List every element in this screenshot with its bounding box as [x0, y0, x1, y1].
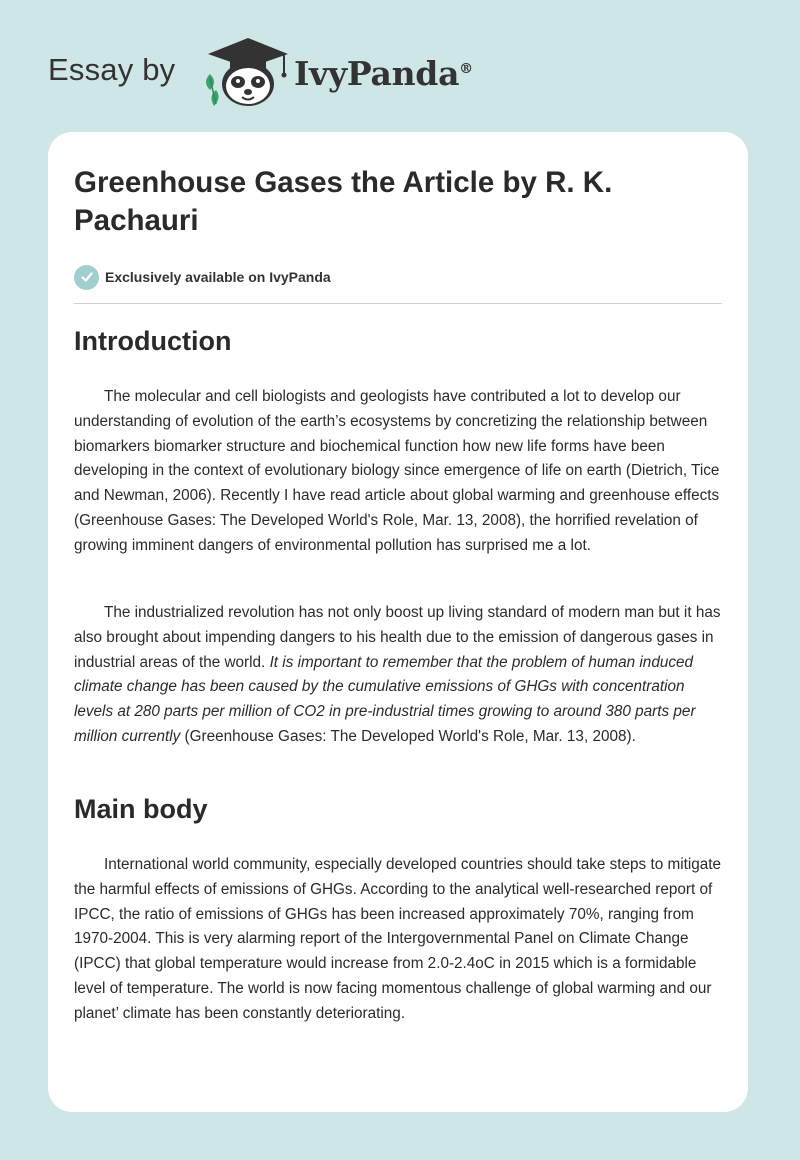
exclusive-badge	[74, 264, 331, 290]
brand-text: IvyPanda	[294, 54, 460, 93]
ivypanda-logo-link[interactable]	[200, 34, 296, 110]
section-heading-main-body: Main body	[74, 794, 208, 824]
brand-name	[294, 54, 473, 93]
intro-paragraph-1: The molecular and cell biologists and geologists have contributed a lot to develop our understanding of evolution of the earth’s ecosystems by concretizing the relationship between biomarkers biomarker structure and biochemical function how new life forms have been developing in the context of evolutionary biology since emergence of life on earth (Dietrich, Tice and Newman, 2006). Recently I have read article about global warming and greenhouse effects (Greenhouse Gases: The Developed World's Role, Mar. 13, 2008), the horrified revelation of growing imminent dangers of environmental pollution has surprised me a lot.	[74, 388, 720, 554]
site-header	[48, 34, 508, 114]
essay-card	[48, 132, 748, 1112]
intro-paragraph-2-citation: (Greenhouse Gases: The Developed World's Role, Mar. 13, 2008).	[180, 727, 636, 745]
intro-paragraph-2-text: The industrialized revolution has not only boost up living standard of modern man but it has also brought about impending dangers to his health due to the emission of dangerous gases in industrial areas of the world.	[74, 604, 721, 671]
section-heading-introduction: Introduction	[74, 326, 232, 356]
intro-paragraph-2	[74, 601, 724, 750]
intro-paragraph-2-quote: It is important to remember that the problem of human induced climate change has been caused by the cumulative emissions of GHGs with concentration levels at 280 parts per million of CO2 in pre-industrial times growing to around 380 parts per million currently	[74, 653, 696, 745]
title-divider	[74, 303, 722, 304]
checkmark-icon	[74, 265, 99, 290]
essay-by-label: Essay by	[48, 52, 176, 87]
exclusive-badge-text: Exclusively available on IvyPanda	[105, 269, 331, 285]
panda-logo-icon	[200, 34, 296, 110]
page-title: Greenhouse Gases the Article by R. K. Pachauri	[74, 166, 613, 237]
registered-mark: ®	[459, 61, 473, 77]
main-body-paragraph-1: International world community, especially developed countries should take steps to mitigate the harmful effects of emissions of GHGs. According to the analytical well-researched report of IPCC, the ratio of emissions of GHGs has been increased approximately 70%, ranging from 1970-2004. This is very alarming report of the Intergovernmental Panel on Climate Change (IPCC) that global temperature would increase from 2.0-2.4oC in 2015 which is a formidable level of temperature. The world is now facing momentous challenge of global warming and our planet’ climate has been constantly deteriorating.	[74, 856, 722, 1022]
